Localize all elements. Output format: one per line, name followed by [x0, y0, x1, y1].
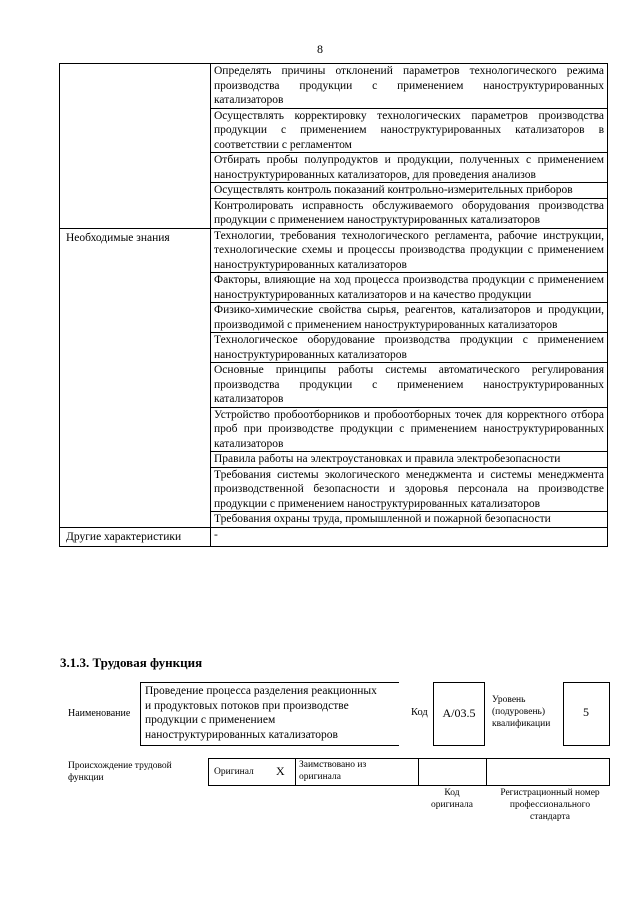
requirement-item: Факторы, влияющие на ход процесса производства продукции с применением наноструктурированных катализаторов и на качество продукции: [211, 273, 608, 303]
requirement-item: Контролировать исправность обслуживаемого оборудования производства продукции с применением наноструктурированных катализаторов: [211, 198, 608, 228]
divider-1: [295, 758, 296, 785]
origin-label: Происхождение трудовой функции: [68, 761, 172, 783]
table-row: [60, 64, 608, 109]
reg-number-caption: Регистрационный номер профессионального стандарта: [500, 788, 600, 822]
requirement-item: Осуществлять корректировку технологических параметров производства продукции с применением наноструктурированных катализаторов в соответствии с регламентом: [211, 108, 608, 153]
name-label: Наименование: [68, 708, 131, 719]
table-row: [60, 228, 608, 273]
divider-2: [418, 758, 419, 785]
origin-row: [208, 758, 610, 786]
requirement-item: Требования системы экологического менеджмента и системы менеджмента производственной безопасности и здоровья персонала на производстве продукции с применением наноструктурированных катализаторов: [211, 467, 608, 512]
requirement-item: Правила работы на электроустановках и правила электробезопасности: [211, 452, 608, 468]
requirement-item: Устройство пробоотборников и пробоотборных точек для корректного отбора проб при производстве продукции с применением наноструктурированных катализаторов: [211, 407, 608, 452]
requirement-item: Технологическое оборудование производства продукции с применением наноструктурированных катализаторов: [211, 333, 608, 363]
requirements-table: [59, 63, 608, 547]
requirement-item: Технологии, требования технологического регламента, рабочие инструкции, технологические схемы и процессы производства продукции с применением наноструктурированных катализаторов: [211, 228, 608, 273]
borrowed-label: Заимствовано из оригинала: [299, 760, 367, 782]
original-label: Оригинал: [214, 767, 254, 777]
original-mark: X: [276, 764, 285, 778]
code-original-caption: Код оригинала: [431, 788, 473, 810]
requirement-item: Осуществлять контроль показаний контрольно-измерительных приборов: [211, 183, 608, 199]
requirement-item: Основные принципы работы системы автоматического регулирования производства продукции с применением наноструктурированных катализаторов: [211, 363, 608, 408]
requirement-item: Определять причины отклонений параметров технологического режима производства продукции с применением наноструктурированных катализаторов: [211, 64, 608, 109]
requirement-item: Физико-химические свойства сырья, реагентов, катализаторов и продукции, производимой с применением наноструктурированных катализаторов: [211, 303, 608, 333]
requirement-item: Отбирать пробы полупродуктов и продукции, полученных с применением наноструктурированных катализаторов, для проведения анализов: [211, 153, 608, 183]
code-label: Код: [411, 707, 428, 718]
level-label: Уровень (подуровень) квалификации: [492, 695, 551, 729]
page-number: 8: [317, 42, 323, 56]
code-value: A/03.5: [442, 706, 476, 720]
section-title: 3.1.3. Трудовая функция: [60, 655, 203, 670]
row-label: Другие характеристики: [60, 527, 211, 547]
requirement-item: Требования охраны труда, промышленной и пожарной безопасности: [211, 512, 608, 528]
divider-3: [486, 758, 487, 785]
table-row: [60, 527, 608, 547]
level-value: 5: [583, 705, 589, 719]
function-name: Проведение процесса разделения реакционных и продуктовых потоков при производстве продукции с применением наноструктурированных катализаторов: [145, 685, 377, 741]
row-label: [60, 64, 211, 229]
requirement-item: -: [211, 527, 608, 547]
row-label: Необходимые знания: [60, 228, 211, 527]
